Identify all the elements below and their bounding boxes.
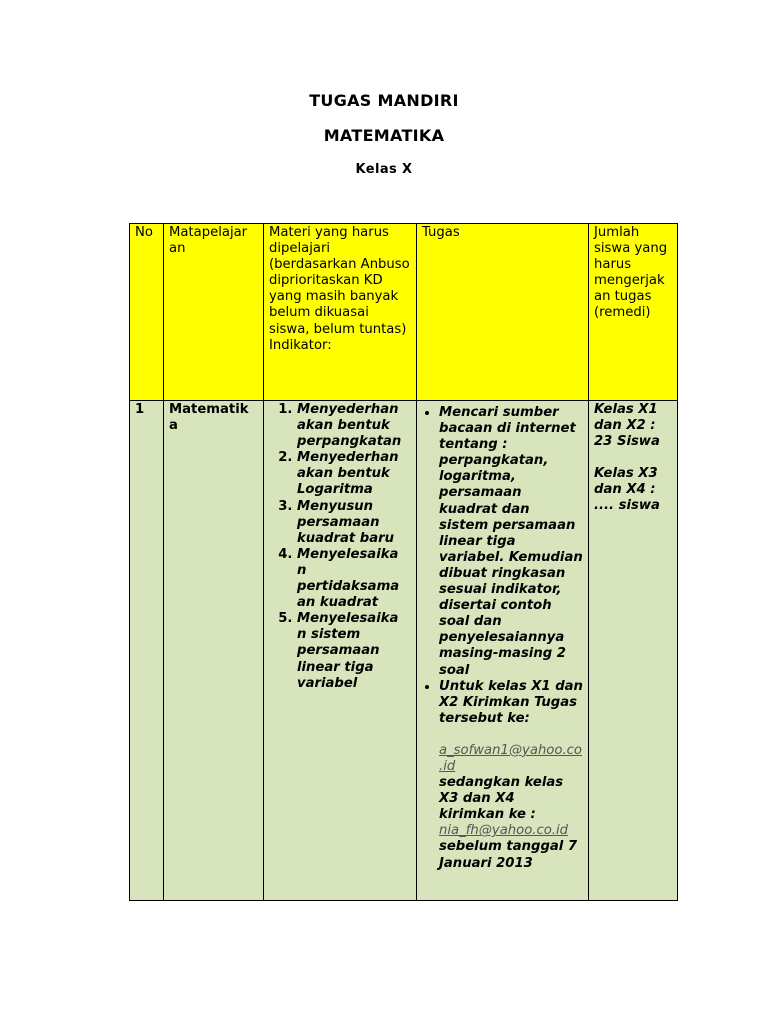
row-tugas <box>417 401 589 901</box>
email-link-nia[interactable]: nia_fh@yahoo.co.id <box>439 823 569 839</box>
row-no: 1 <box>130 401 164 901</box>
materi-list <box>269 402 411 692</box>
document-class: Kelas X <box>355 162 413 177</box>
jumlah-x1-x2: Kelas X1 dan X2 : 23 Siswa <box>594 402 660 450</box>
table-header-row <box>130 224 678 401</box>
task-table <box>129 223 678 901</box>
materi-item: 4. Menyelesaika n pertidaksama an kuadrat <box>297 547 411 611</box>
materi-item: 1. Menyederhan akan bentuk perpangkatan <box>297 402 411 450</box>
jumlah-x3-x4: Kelas X3 dan X4 : .... siswa <box>594 466 660 514</box>
document-subject: MATEMATIKA <box>323 126 445 145</box>
tugas-item-submit <box>439 679 583 872</box>
tugas-submit-intro: Untuk kelas X1 dan X2 Kirimkan Tugas tersebut ke: <box>439 678 583 726</box>
row-jumlah <box>589 401 678 901</box>
header-materi-indikator: Indikator: <box>269 337 332 353</box>
header-no: No <box>130 224 164 401</box>
tugas-submit-middle: sedangkan kelas X3 dan X4 kirimkan ke : <box>439 775 564 823</box>
materi-item: 3. Menyusun persamaan kuadrat baru <box>297 499 411 547</box>
materi-item: 5. Menyelesaika n sistem persamaan linear tiga variabel <box>297 611 411 691</box>
row-materi <box>264 401 417 901</box>
materi-item: 2. Menyederhan akan bentuk Logaritma <box>297 450 411 498</box>
header-materi <box>264 224 417 401</box>
table-row <box>130 401 678 901</box>
document-title: TUGAS MANDIRI <box>309 91 459 110</box>
header-matapelajaran: Matapelajar an <box>164 224 264 401</box>
header-materi-text: Materi yang harus dipelajari (berdasarkan Anbuso diprioritaskan KD yang masih banyak belum dikuasai siswa, belum tuntas) <box>269 225 410 337</box>
row-matapelajaran: Matematik a <box>164 401 264 901</box>
tugas-submit-deadline: sebelum tanggal 7 Januari 2013 <box>439 839 578 871</box>
tugas-item-search: • Mencari sumber bacaan di internet tentang : perpangkatan, logaritma, persamaan kuadrat dan sistem persamaan linear tiga variabel. Kemudian dibuat ringkasan sesuai indikator, disertai contoh soal dan penyelesaiannya masing-masing 2 soal <box>439 405 583 679</box>
email-link-sofwan[interactable]: a_sofwan1@yahoo.co.id <box>439 742 582 774</box>
header-tugas: Tugas <box>417 224 589 401</box>
tugas-list <box>422 405 583 872</box>
header-jumlah: Jumlah siswa yang harus mengerjak an tugas (remedi) <box>589 224 678 401</box>
